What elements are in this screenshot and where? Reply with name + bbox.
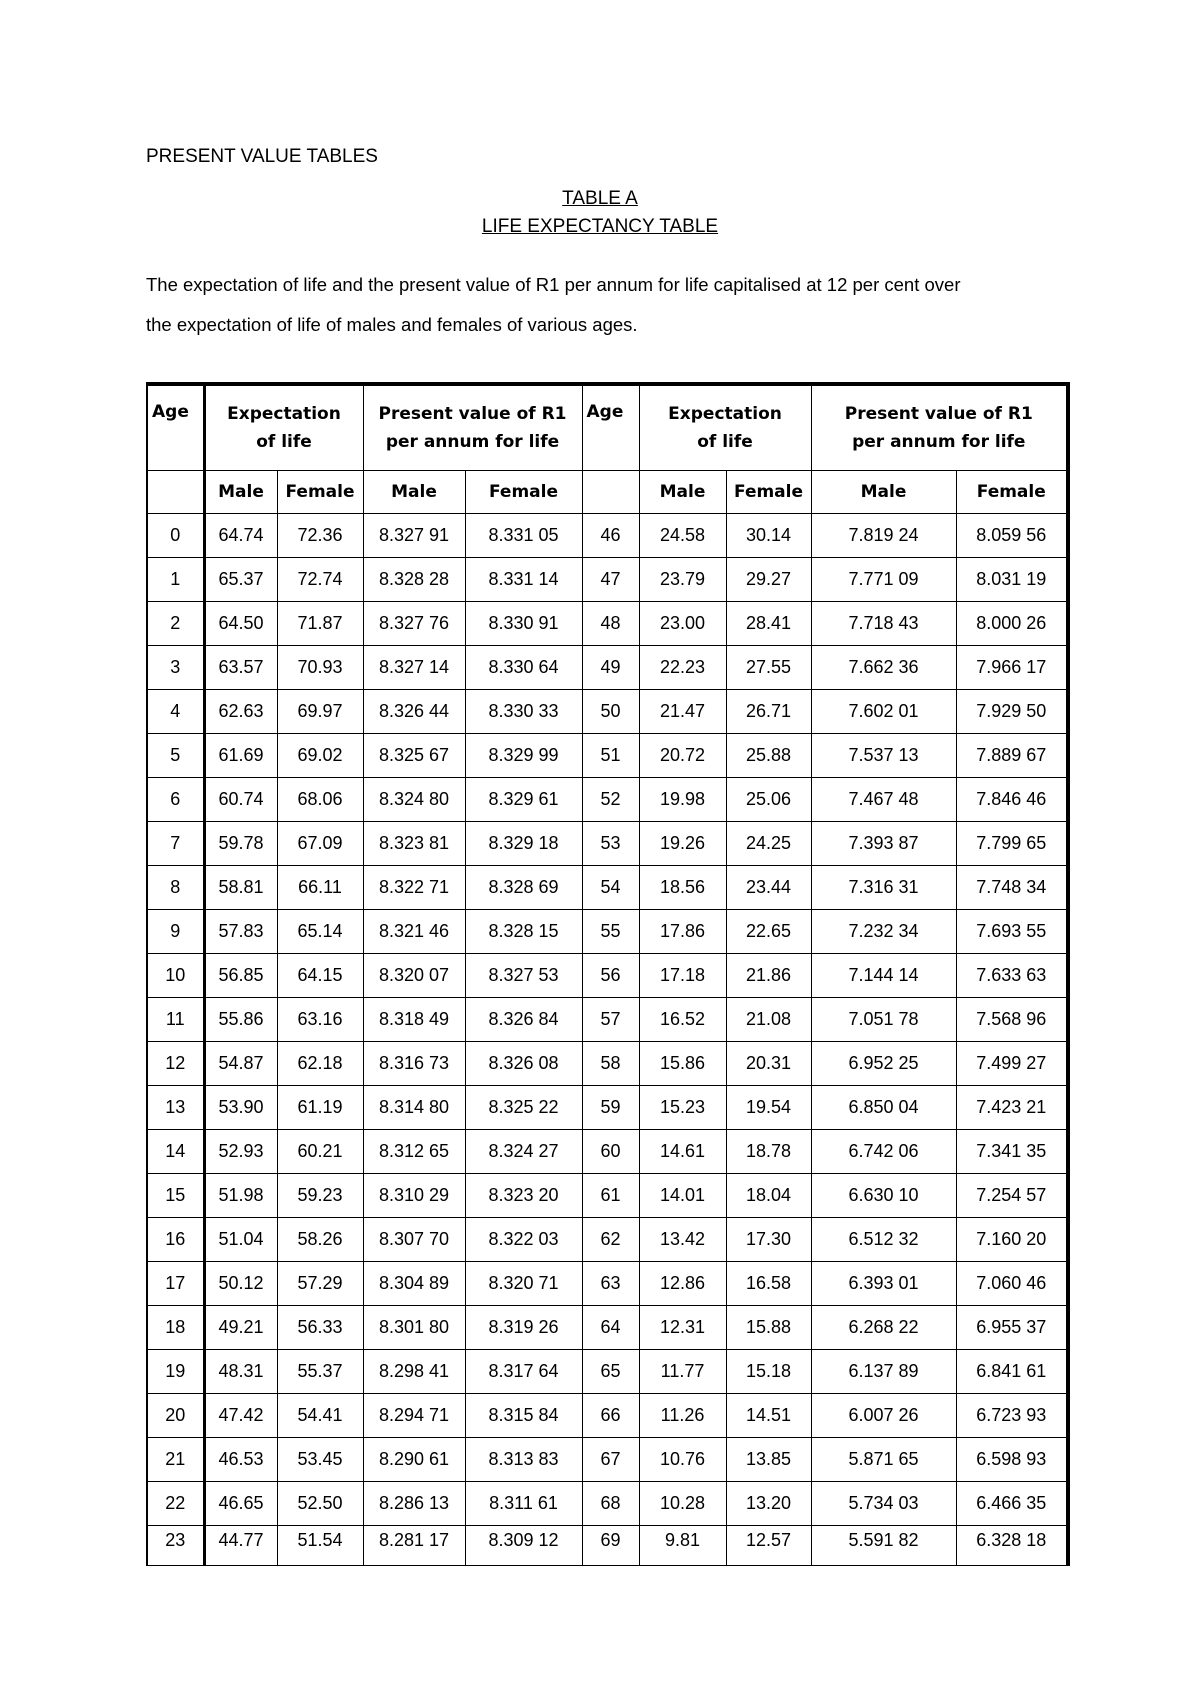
cell-exp-female-right: 16.58 [726, 1262, 811, 1306]
cell-pv-male-right: 7.718 43 [811, 602, 956, 646]
cell-pv-female-left: 8.330 33 [465, 690, 582, 734]
cell-age-right: 54 [582, 866, 639, 910]
cell-pv-female-left: 8.309 12 [465, 1526, 582, 1566]
cell-exp-male-left: 60.74 [204, 778, 277, 822]
cell-pv-female-right: 7.966 17 [956, 646, 1068, 690]
cell-exp-female-left: 54.41 [277, 1394, 363, 1438]
cell-pv-female-right: 7.341 35 [956, 1130, 1068, 1174]
cell-pv-male-left: 8.286 13 [363, 1482, 465, 1526]
cell-pv-female-right: 7.889 67 [956, 734, 1068, 778]
cell-exp-male-right: 17.18 [639, 954, 726, 998]
cell-exp-female-left: 55.37 [277, 1350, 363, 1394]
cell-pv-female-right: 8.000 26 [956, 602, 1068, 646]
cell-pv-male-right: 6.850 04 [811, 1086, 956, 1130]
cell-pv-female-right: 7.423 21 [956, 1086, 1068, 1130]
cell-age-right: 47 [582, 558, 639, 602]
cell-exp-male-left: 52.93 [204, 1130, 277, 1174]
cell-age-right: 53 [582, 822, 639, 866]
cell-exp-female-left: 72.36 [277, 514, 363, 558]
cell-pv-male-right: 7.393 87 [811, 822, 956, 866]
table-row [147, 1438, 1068, 1482]
cell-exp-female-left: 57.29 [277, 1262, 363, 1306]
table-row [147, 602, 1068, 646]
cell-exp-male-right: 24.58 [639, 514, 726, 558]
cell-pv-female-left: 8.328 15 [465, 910, 582, 954]
header-pv-line2: per annum for life [852, 432, 1026, 452]
table-row [147, 910, 1068, 954]
cell-exp-male-left: 64.50 [204, 602, 277, 646]
cell-pv-male-left: 8.281 17 [363, 1526, 465, 1566]
cell-pv-male-left: 8.327 91 [363, 514, 465, 558]
cell-pv-female-right: 6.841 61 [956, 1350, 1068, 1394]
cell-age-left: 5 [147, 734, 204, 778]
cell-pv-female-right: 8.031 19 [956, 558, 1068, 602]
cell-exp-male-right: 10.76 [639, 1438, 726, 1482]
cell-pv-male-left: 8.294 71 [363, 1394, 465, 1438]
cell-exp-male-right: 15.86 [639, 1042, 726, 1086]
cell-age-right: 59 [582, 1086, 639, 1130]
cell-exp-female-right: 20.31 [726, 1042, 811, 1086]
cell-exp-male-right: 12.31 [639, 1306, 726, 1350]
header-row-main [147, 384, 1068, 471]
cell-exp-female-right: 30.14 [726, 514, 811, 558]
cell-exp-male-left: 57.83 [204, 910, 277, 954]
cell-age-left: 8 [147, 866, 204, 910]
cell-age-right: 58 [582, 1042, 639, 1086]
cell-age-left: 11 [147, 998, 204, 1042]
cell-age-left: 15 [147, 1174, 204, 1218]
cell-exp-female-left: 72.74 [277, 558, 363, 602]
cell-pv-male-left: 8.304 89 [363, 1262, 465, 1306]
cell-pv-male-left: 8.321 46 [363, 910, 465, 954]
cell-exp-female-left: 53.45 [277, 1438, 363, 1482]
header-pv-female-left: Female [465, 471, 582, 514]
table-row [147, 1086, 1068, 1130]
cell-pv-male-left: 8.316 73 [363, 1042, 465, 1086]
cell-exp-female-right: 17.30 [726, 1218, 811, 1262]
table-row [147, 822, 1068, 866]
cell-exp-male-right: 14.01 [639, 1174, 726, 1218]
header-row-sex [147, 471, 1068, 514]
cell-pv-male-right: 6.742 06 [811, 1130, 956, 1174]
cell-pv-female-right: 6.598 93 [956, 1438, 1068, 1482]
cell-exp-female-right: 27.55 [726, 646, 811, 690]
cell-pv-male-left: 8.318 49 [363, 998, 465, 1042]
cell-age-right: 64 [582, 1306, 639, 1350]
cell-pv-female-left: 8.330 91 [465, 602, 582, 646]
cell-exp-female-right: 25.88 [726, 734, 811, 778]
header-blank-right [582, 471, 639, 514]
table-row [147, 1394, 1068, 1438]
cell-age-left: 13 [147, 1086, 204, 1130]
cell-exp-female-right: 15.18 [726, 1350, 811, 1394]
cell-pv-male-right: 6.393 01 [811, 1262, 956, 1306]
cell-exp-male-left: 61.69 [204, 734, 277, 778]
cell-pv-female-right: 7.846 46 [956, 778, 1068, 822]
cell-age-left: 12 [147, 1042, 204, 1086]
cell-exp-male-left: 51.98 [204, 1174, 277, 1218]
cell-pv-female-left: 8.331 14 [465, 558, 582, 602]
table-row [147, 1306, 1068, 1350]
cell-pv-female-left: 8.326 84 [465, 998, 582, 1042]
cell-pv-female-right: 7.568 96 [956, 998, 1068, 1042]
cell-pv-female-right: 7.799 65 [956, 822, 1068, 866]
cell-age-left: 1 [147, 558, 204, 602]
header-blank-left [147, 471, 204, 514]
cell-exp-female-left: 64.15 [277, 954, 363, 998]
cell-pv-female-right: 7.254 57 [956, 1174, 1068, 1218]
cell-pv-male-left: 8.327 14 [363, 646, 465, 690]
cell-pv-female-left: 8.327 53 [465, 954, 582, 998]
cell-age-left: 16 [147, 1218, 204, 1262]
cell-pv-female-right: 7.929 50 [956, 690, 1068, 734]
cell-pv-male-right: 5.871 65 [811, 1438, 956, 1482]
cell-age-left: 19 [147, 1350, 204, 1394]
cell-age-left: 21 [147, 1438, 204, 1482]
cell-pv-male-left: 8.323 81 [363, 822, 465, 866]
cell-pv-female-right: 7.633 63 [956, 954, 1068, 998]
cell-pv-male-right: 7.051 78 [811, 998, 956, 1042]
cell-exp-female-left: 52.50 [277, 1482, 363, 1526]
cell-exp-male-left: 54.87 [204, 1042, 277, 1086]
cell-age-right: 55 [582, 910, 639, 954]
cell-exp-female-left: 68.06 [277, 778, 363, 822]
cell-exp-female-left: 71.87 [277, 602, 363, 646]
cell-pv-female-right: 7.693 55 [956, 910, 1068, 954]
cell-exp-female-right: 14.51 [726, 1394, 811, 1438]
cell-pv-female-left: 8.324 27 [465, 1130, 582, 1174]
cell-exp-male-left: 65.37 [204, 558, 277, 602]
cell-age-right: 57 [582, 998, 639, 1042]
cell-exp-female-left: 67.09 [277, 822, 363, 866]
cell-exp-male-left: 51.04 [204, 1218, 277, 1262]
cell-pv-female-left: 8.329 99 [465, 734, 582, 778]
header-expectation-line2: of life [256, 432, 312, 452]
cell-age-right: 65 [582, 1350, 639, 1394]
table-row [147, 1526, 1068, 1566]
cell-exp-male-left: 47.42 [204, 1394, 277, 1438]
cell-age-right: 60 [582, 1130, 639, 1174]
cell-pv-male-left: 8.312 65 [363, 1130, 465, 1174]
cell-exp-female-left: 56.33 [277, 1306, 363, 1350]
cell-exp-male-right: 10.28 [639, 1482, 726, 1526]
table-row [147, 1130, 1068, 1174]
cell-exp-male-left: 53.90 [204, 1086, 277, 1130]
cell-age-left: 3 [147, 646, 204, 690]
cell-exp-male-right: 14.61 [639, 1130, 726, 1174]
cell-pv-male-right: 5.591 82 [811, 1526, 956, 1566]
cell-age-left: 14 [147, 1130, 204, 1174]
cell-pv-female-right: 6.328 18 [956, 1526, 1068, 1566]
header-pv-left [363, 384, 582, 471]
cell-exp-female-right: 12.57 [726, 1526, 811, 1566]
table-row [147, 1482, 1068, 1526]
cell-pv-female-left: 8.315 84 [465, 1394, 582, 1438]
cell-age-right: 66 [582, 1394, 639, 1438]
table-row [147, 646, 1068, 690]
cell-pv-female-left: 8.320 71 [465, 1262, 582, 1306]
header-exp-male-right: Male [639, 471, 726, 514]
cell-age-left: 22 [147, 1482, 204, 1526]
cell-exp-female-right: 18.78 [726, 1130, 811, 1174]
cell-exp-male-right: 9.81 [639, 1526, 726, 1566]
cell-age-right: 52 [582, 778, 639, 822]
cell-exp-female-right: 21.08 [726, 998, 811, 1042]
cell-pv-female-right: 7.060 46 [956, 1262, 1068, 1306]
cell-age-left: 9 [147, 910, 204, 954]
document-heading: PRESENT VALUE TABLES [146, 146, 378, 167]
cell-pv-female-left: 8.329 18 [465, 822, 582, 866]
cell-exp-male-left: 48.31 [204, 1350, 277, 1394]
cell-exp-female-left: 66.11 [277, 866, 363, 910]
cell-pv-male-right: 6.137 89 [811, 1350, 956, 1394]
cell-exp-female-left: 51.54 [277, 1526, 363, 1566]
cell-age-right: 68 [582, 1482, 639, 1526]
cell-age-left: 4 [147, 690, 204, 734]
cell-pv-male-right: 6.268 22 [811, 1306, 956, 1350]
cell-pv-male-left: 8.327 76 [363, 602, 465, 646]
cell-pv-female-left: 8.313 83 [465, 1438, 582, 1482]
cell-exp-male-left: 58.81 [204, 866, 277, 910]
cell-age-left: 0 [147, 514, 204, 558]
cell-exp-female-left: 62.18 [277, 1042, 363, 1086]
cell-age-right: 62 [582, 1218, 639, 1262]
cell-pv-female-left: 8.311 61 [465, 1482, 582, 1526]
header-expectation-line2: of life [697, 432, 753, 452]
cell-pv-female-right: 7.160 20 [956, 1218, 1068, 1262]
cell-pv-female-left: 8.331 05 [465, 514, 582, 558]
cell-pv-female-left: 8.329 61 [465, 778, 582, 822]
life-expectancy-table [146, 382, 1070, 1566]
cell-pv-male-right: 7.771 09 [811, 558, 956, 602]
cell-exp-male-left: 56.85 [204, 954, 277, 998]
cell-exp-male-right: 11.26 [639, 1394, 726, 1438]
cell-pv-male-right: 7.537 13 [811, 734, 956, 778]
table-row [147, 954, 1068, 998]
cell-exp-male-right: 16.52 [639, 998, 726, 1042]
header-pv-male-left: Male [363, 471, 465, 514]
cell-exp-female-left: 69.97 [277, 690, 363, 734]
cell-pv-female-right: 8.059 56 [956, 514, 1068, 558]
description-line-1: The expectation of life and the present value of R1 per annum for life capitalised at 12 per cent over [146, 274, 961, 295]
cell-exp-female-left: 65.14 [277, 910, 363, 954]
cell-exp-male-left: 63.57 [204, 646, 277, 690]
cell-pv-male-right: 7.819 24 [811, 514, 956, 558]
cell-exp-male-right: 12.86 [639, 1262, 726, 1306]
cell-exp-female-left: 59.23 [277, 1174, 363, 1218]
cell-pv-male-right: 6.630 10 [811, 1174, 956, 1218]
table-row [147, 778, 1068, 822]
cell-age-right: 50 [582, 690, 639, 734]
cell-exp-male-left: 44.77 [204, 1526, 277, 1566]
cell-exp-female-left: 70.93 [277, 646, 363, 690]
table-title: LIFE EXPECTANCY TABLE [481, 216, 719, 237]
cell-exp-male-right: 11.77 [639, 1350, 726, 1394]
cell-pv-female-right: 7.748 34 [956, 866, 1068, 910]
cell-pv-male-left: 8.307 70 [363, 1218, 465, 1262]
cell-exp-male-left: 55.86 [204, 998, 277, 1042]
cell-age-left: 7 [147, 822, 204, 866]
header-expectation-right [639, 384, 811, 471]
cell-pv-female-right: 6.466 35 [956, 1482, 1068, 1526]
cell-age-left: 20 [147, 1394, 204, 1438]
cell-age-right: 49 [582, 646, 639, 690]
header-expectation-line1: Expectation [668, 404, 782, 424]
cell-pv-female-left: 8.317 64 [465, 1350, 582, 1394]
header-pv-line1: Present value of R1 [378, 404, 567, 424]
header-age-left: Age [147, 384, 204, 471]
table-id: TABLE A [562, 188, 638, 209]
cell-exp-male-left: 59.78 [204, 822, 277, 866]
cell-pv-female-left: 8.328 69 [465, 866, 582, 910]
cell-exp-female-right: 19.54 [726, 1086, 811, 1130]
header-pv-male-right: Male [811, 471, 956, 514]
cell-pv-male-left: 8.290 61 [363, 1438, 465, 1482]
cell-pv-female-left: 8.322 03 [465, 1218, 582, 1262]
cell-exp-female-left: 58.26 [277, 1218, 363, 1262]
table-row [147, 558, 1068, 602]
header-pv-line2: per annum for life [385, 432, 560, 452]
cell-age-right: 61 [582, 1174, 639, 1218]
cell-pv-female-right: 7.499 27 [956, 1042, 1068, 1086]
table-row [147, 734, 1068, 778]
cell-exp-male-right: 20.72 [639, 734, 726, 778]
cell-pv-male-right: 7.467 48 [811, 778, 956, 822]
cell-exp-female-left: 61.19 [277, 1086, 363, 1130]
table-row [147, 866, 1068, 910]
table-row [147, 690, 1068, 734]
cell-pv-male-right: 6.952 25 [811, 1042, 956, 1086]
cell-pv-male-right: 6.512 32 [811, 1218, 956, 1262]
table-row [147, 514, 1068, 558]
header-age-right: Age [582, 384, 639, 471]
cell-age-left: 17 [147, 1262, 204, 1306]
cell-pv-male-left: 8.322 71 [363, 866, 465, 910]
cell-age-right: 48 [582, 602, 639, 646]
cell-exp-male-right: 15.23 [639, 1086, 726, 1130]
cell-exp-female-right: 13.20 [726, 1482, 811, 1526]
cell-exp-male-right: 19.26 [639, 822, 726, 866]
cell-age-right: 56 [582, 954, 639, 998]
cell-exp-male-left: 46.65 [204, 1482, 277, 1526]
cell-exp-female-right: 25.06 [726, 778, 811, 822]
header-exp-male-left: Male [204, 471, 277, 514]
cell-pv-female-left: 8.325 22 [465, 1086, 582, 1130]
cell-exp-male-left: 62.63 [204, 690, 277, 734]
cell-pv-male-left: 8.320 07 [363, 954, 465, 998]
table-row [147, 1174, 1068, 1218]
header-expectation-left [204, 384, 363, 471]
cell-age-left: 23 [147, 1526, 204, 1566]
cell-pv-male-right: 7.232 34 [811, 910, 956, 954]
table-row [147, 1042, 1068, 1086]
cell-age-right: 69 [582, 1526, 639, 1566]
cell-exp-male-left: 64.74 [204, 514, 277, 558]
cell-exp-male-right: 23.00 [639, 602, 726, 646]
cell-pv-male-left: 8.326 44 [363, 690, 465, 734]
cell-pv-female-right: 6.723 93 [956, 1394, 1068, 1438]
cell-exp-female-right: 13.85 [726, 1438, 811, 1482]
cell-exp-female-right: 23.44 [726, 866, 811, 910]
cell-exp-female-right: 21.86 [726, 954, 811, 998]
cell-pv-male-left: 8.328 28 [363, 558, 465, 602]
table-row [147, 1350, 1068, 1394]
table-row [147, 998, 1068, 1042]
description-line-2: the expectation of life of males and females of various ages. [146, 314, 638, 335]
header-pv-line1: Present value of R1 [844, 404, 1033, 424]
cell-pv-male-right: 7.662 36 [811, 646, 956, 690]
cell-pv-male-right: 7.602 01 [811, 690, 956, 734]
cell-exp-male-right: 23.79 [639, 558, 726, 602]
cell-exp-male-right: 22.23 [639, 646, 726, 690]
cell-age-left: 6 [147, 778, 204, 822]
cell-pv-male-left: 8.325 67 [363, 734, 465, 778]
cell-exp-male-left: 49.21 [204, 1306, 277, 1350]
cell-exp-male-left: 50.12 [204, 1262, 277, 1306]
cell-pv-female-left: 8.319 26 [465, 1306, 582, 1350]
table-row [147, 1218, 1068, 1262]
cell-age-right: 67 [582, 1438, 639, 1482]
table-body [147, 514, 1068, 1566]
cell-exp-male-right: 17.86 [639, 910, 726, 954]
cell-pv-female-left: 8.326 08 [465, 1042, 582, 1086]
header-expectation-line1: Expectation [227, 404, 341, 424]
cell-exp-female-right: 15.88 [726, 1306, 811, 1350]
header-pv-right [811, 384, 1068, 471]
cell-exp-female-right: 29.27 [726, 558, 811, 602]
cell-pv-male-right: 5.734 03 [811, 1482, 956, 1526]
cell-age-left: 2 [147, 602, 204, 646]
cell-age-left: 18 [147, 1306, 204, 1350]
cell-exp-female-left: 63.16 [277, 998, 363, 1042]
cell-pv-male-left: 8.298 41 [363, 1350, 465, 1394]
cell-pv-female-left: 8.330 64 [465, 646, 582, 690]
cell-pv-male-left: 8.301 80 [363, 1306, 465, 1350]
cell-age-right: 51 [582, 734, 639, 778]
cell-exp-male-right: 13.42 [639, 1218, 726, 1262]
header-exp-female-right: Female [726, 471, 811, 514]
cell-exp-female-right: 26.71 [726, 690, 811, 734]
cell-age-right: 63 [582, 1262, 639, 1306]
cell-exp-female-right: 22.65 [726, 910, 811, 954]
cell-exp-male-right: 18.56 [639, 866, 726, 910]
cell-exp-female-right: 28.41 [726, 602, 811, 646]
cell-pv-female-left: 8.323 20 [465, 1174, 582, 1218]
cell-pv-male-right: 7.316 31 [811, 866, 956, 910]
cell-pv-female-right: 6.955 37 [956, 1306, 1068, 1350]
cell-exp-male-right: 19.98 [639, 778, 726, 822]
cell-exp-male-right: 21.47 [639, 690, 726, 734]
cell-exp-female-left: 60.21 [277, 1130, 363, 1174]
cell-age-right: 46 [582, 514, 639, 558]
table-row [147, 1262, 1068, 1306]
cell-exp-female-right: 18.04 [726, 1174, 811, 1218]
cell-exp-female-left: 69.02 [277, 734, 363, 778]
header-pv-female-right: Female [956, 471, 1068, 514]
cell-pv-male-right: 6.007 26 [811, 1394, 956, 1438]
cell-pv-male-left: 8.314 80 [363, 1086, 465, 1130]
cell-pv-male-left: 8.324 80 [363, 778, 465, 822]
cell-exp-female-right: 24.25 [726, 822, 811, 866]
cell-exp-male-left: 46.53 [204, 1438, 277, 1482]
cell-age-left: 10 [147, 954, 204, 998]
cell-pv-male-left: 8.310 29 [363, 1174, 465, 1218]
cell-pv-male-right: 7.144 14 [811, 954, 956, 998]
header-exp-female-left: Female [277, 471, 363, 514]
